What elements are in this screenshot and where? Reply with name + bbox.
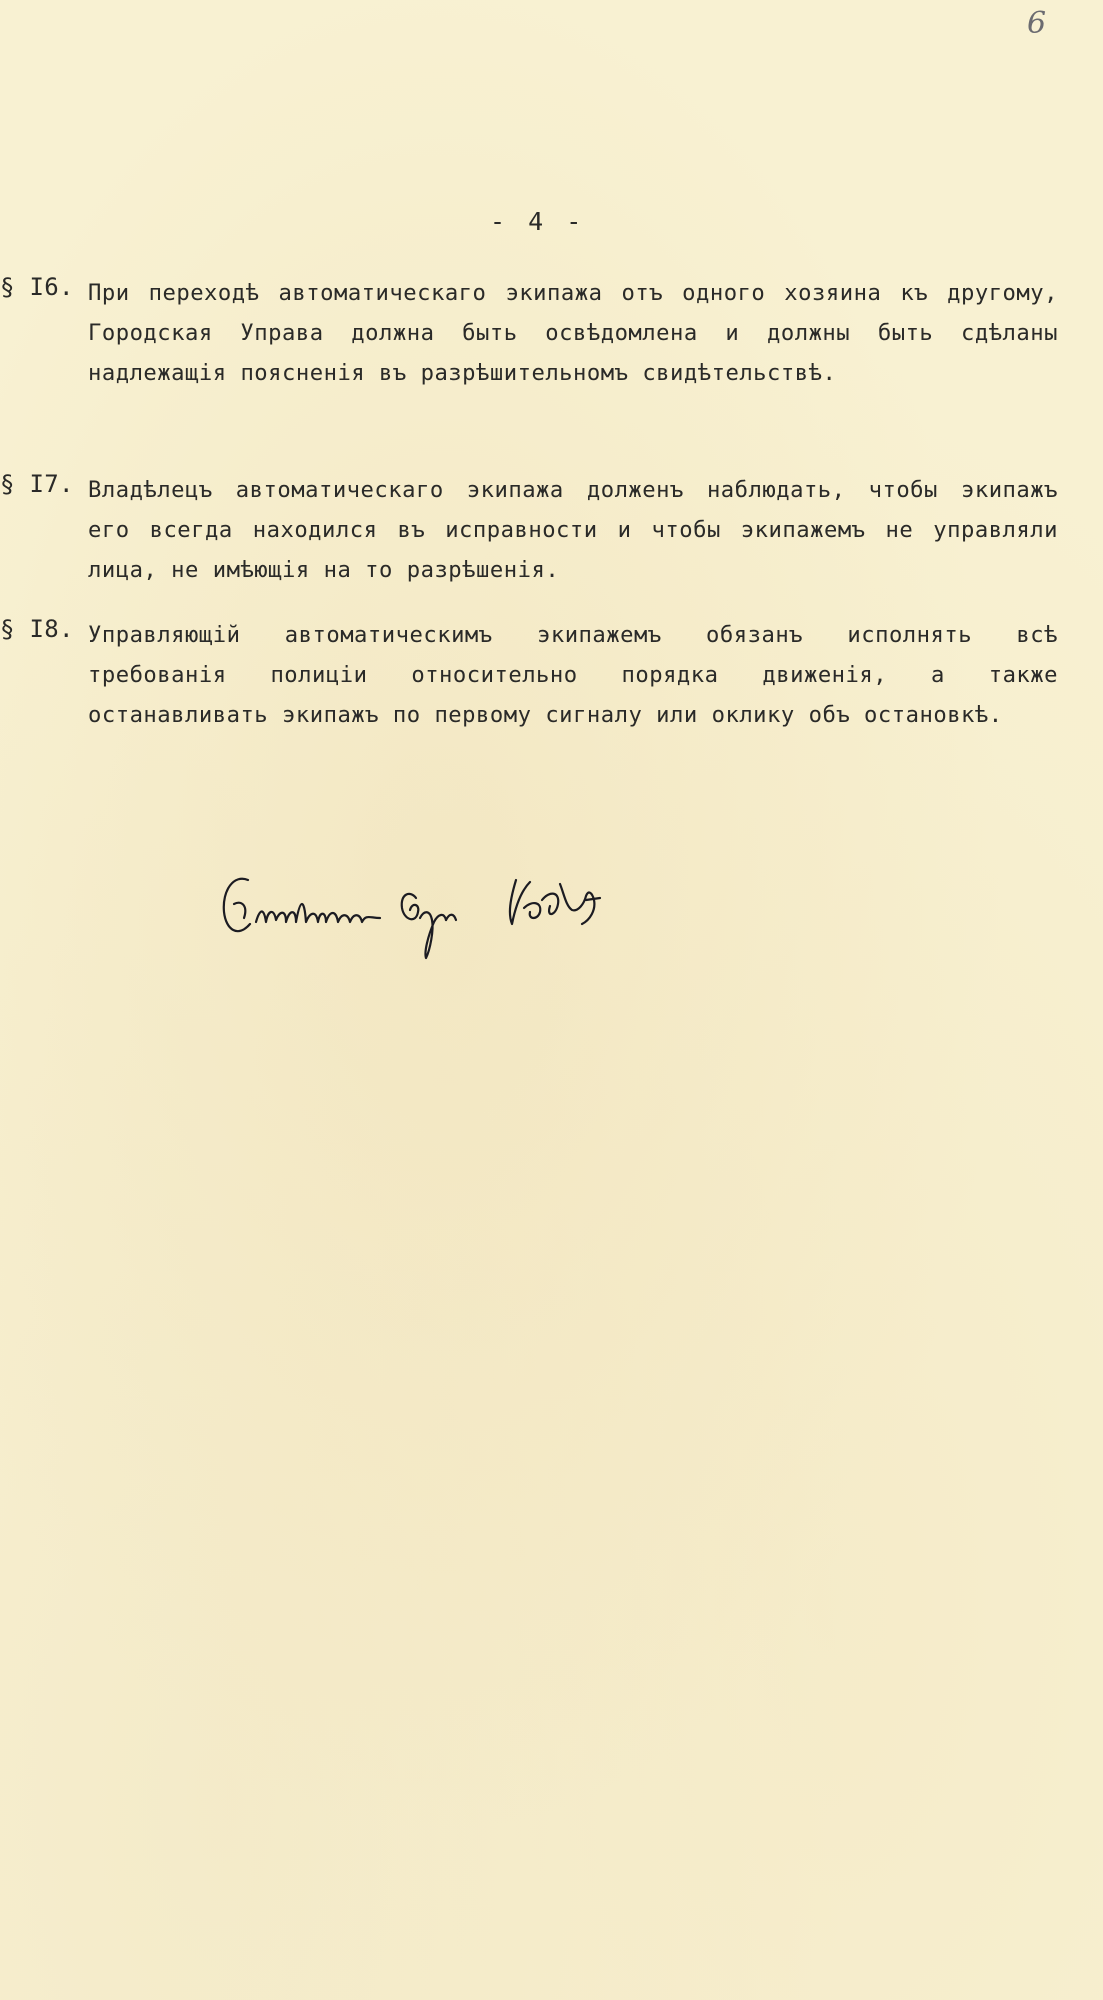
paragraph-number: § I6.: [0, 273, 74, 301]
paragraph-text: При переходѣ автоматическаго экипажа отъ одного хозяина къ другому, Городская Управа должна быть освѣдомлена и должны быть сдѣланы надлежащія поясненія въ разрѣшительномъ свидѣтельствѣ.: [88, 280, 1058, 386]
paragraph-text: Владѣлецъ автоматическаго экипажа долженъ наблюдать, чтобы экипажъ его всегда находился въ исправности и чтобы экипажемъ не управляли лица, не имѣющія на то разрѣшенія.: [88, 477, 1058, 583]
page-number: - 4 -: [490, 207, 586, 236]
paragraph-number: § I7.: [0, 470, 74, 498]
paragraph-number: § I8.: [0, 615, 74, 643]
paragraph-text: Управляющій автоматическимъ экипажемъ обязанъ исполнять всѣ требованія полиціи относительно порядка движенія, а также останавливать экипажъ по первому сигналу или оклику объ остановкѣ.: [88, 622, 1058, 728]
archive-page-number: 6: [1027, 6, 1047, 41]
handwritten-signature: [220, 860, 760, 970]
